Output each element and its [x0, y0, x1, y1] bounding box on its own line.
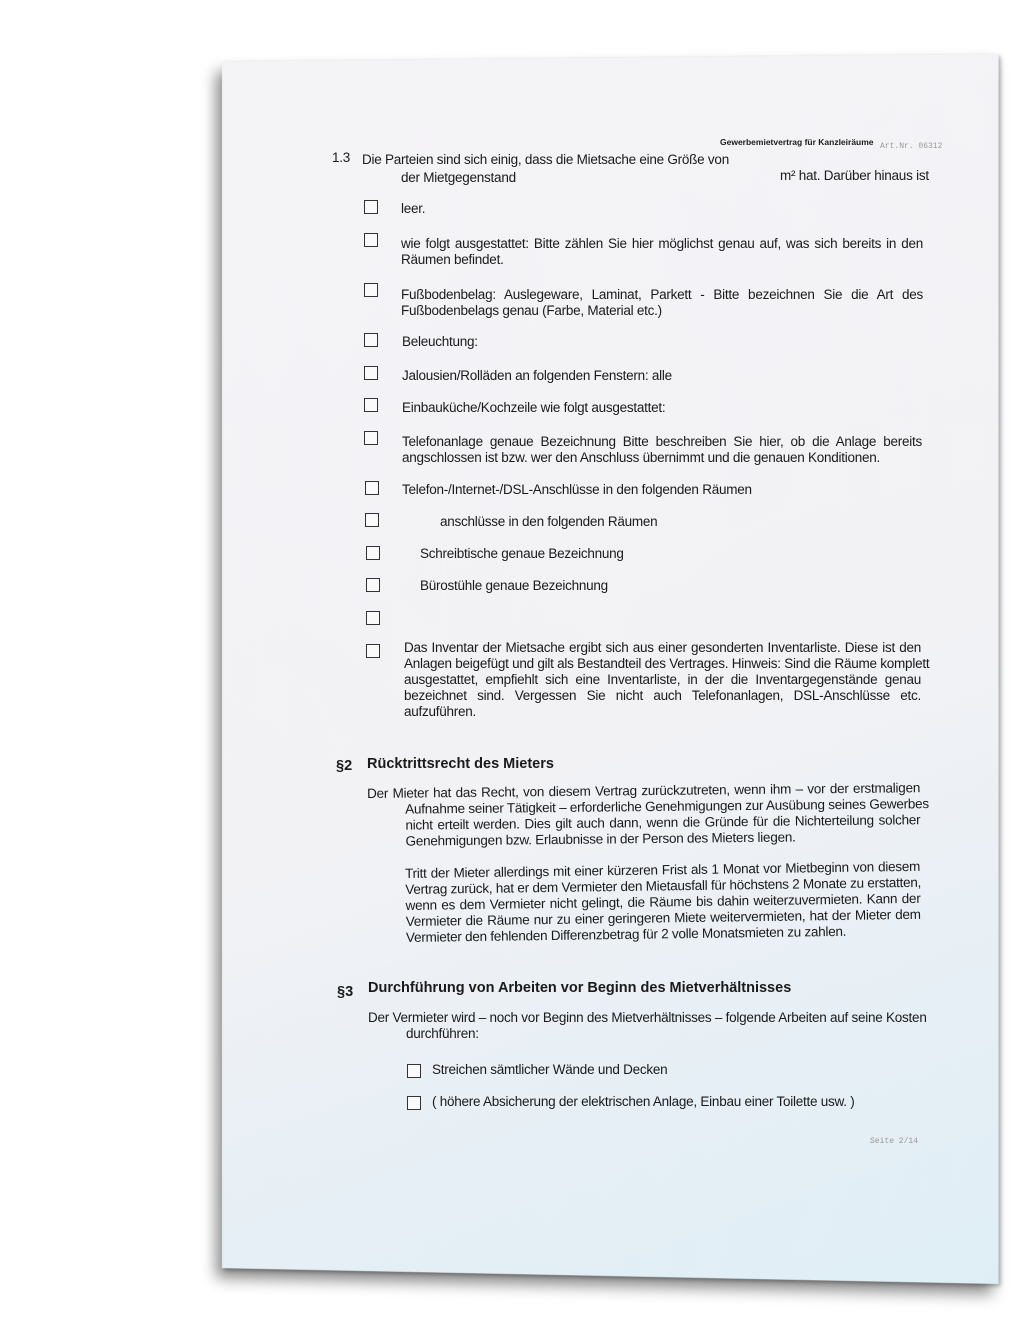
checklist-item: wie folgt ausgestattet: Bitte zählen Sie hier möglichst genau auf, was sich bereits in den — [401, 236, 923, 251]
document-header-title: Gewerbemietvertrag für Kanzleiräume — [720, 137, 874, 147]
checkbox[interactable] — [364, 233, 378, 247]
checklist-item: Fußbodenbelag: Auslegeware, Laminat, Parkett - Bitte bezeichnen Sie die Art des — [401, 287, 923, 302]
checklist-item: Jalousien/Rolläden an folgenden Fenstern: alle — [402, 368, 672, 383]
section-2-number: §2 — [336, 758, 353, 774]
section-3-title: Durchführung von Arbeiten vor Beginn des Mietverhältnisses — [368, 980, 792, 996]
checklist-item-block — [401, 236, 923, 268]
checkbox[interactable] — [366, 611, 380, 625]
checkbox[interactable] — [366, 546, 380, 560]
checklist-item-cont: angschlossen ist bzw. wer den Anschluss übernimmt und die genauen Konditionen. — [402, 450, 881, 465]
checkbox[interactable] — [366, 644, 380, 658]
checkbox[interactable] — [364, 200, 378, 214]
checklist-item: Bürostühle genaue Bezeichnung — [420, 578, 608, 593]
checklist-item: anschlüsse in den folgenden Räumen — [440, 514, 658, 529]
section-3-paragraph — [368, 1010, 927, 1042]
section-2-paragraph-1 — [367, 780, 929, 850]
checkbox[interactable] — [364, 431, 378, 445]
paragraph-line: Vermieter den fehlenden Differenzbetrag für 2 volle Monatsmieten zu zahlen. — [405, 923, 847, 945]
checkbox[interactable] — [364, 366, 378, 380]
checklist-item: Telefon-/Internet-/DSL-Anschlüsse in den folgenden Räumen — [402, 482, 752, 497]
paragraph-line: wenn es dem Vermieter nicht gelingt, die Räume bis dahin weiterzuvermieten. Kann der — [405, 890, 921, 913]
checklist-item-cont: Räumen befindet. — [401, 252, 504, 267]
section-2-paragraph-2 — [405, 859, 921, 946]
checkbox[interactable] — [407, 1096, 421, 1110]
checklist-item: Telefonanlage genaue Bezeichnung Bitte beschreiben Sie hier, ob die Anlage bereits — [402, 434, 922, 449]
checklist-item-block — [401, 287, 923, 319]
checkbox[interactable] — [407, 1064, 421, 1078]
checklist-item-cont: Fußbodenbelags genau (Farbe, Material etc.) — [401, 303, 662, 318]
checkbox[interactable] — [366, 578, 380, 592]
paragraph-line: bezeichnet sind. Vergessen Sie nicht auch Telefonanlagen, DSL-Anschlüsse etc. — [404, 688, 921, 703]
checkbox[interactable] — [364, 398, 378, 412]
paragraph-line: Der Vermieter wird – noch vor Beginn des Mietverhältnisses – folgende Arbeiten auf seine Kosten — [368, 1010, 927, 1025]
checklist-item: Schreibtische genaue Bezeichnung — [420, 546, 624, 561]
checklist-item: Beleuchtung: — [402, 334, 478, 349]
section-1-3-unit: m² hat. Darüber hinaus ist — [780, 168, 929, 183]
paragraph-line: Anlagen beigefügt und gilt als Bestandteil des Vertrages. Hinweis: Sind die Räume komplett — [404, 656, 930, 671]
checklist-item: Einbauküche/Kochzeile wie folgt ausgestattet: — [402, 400, 666, 415]
section-3-number: §3 — [337, 984, 354, 1000]
paragraph-line: durchführen: — [406, 1026, 479, 1041]
checkbox[interactable] — [364, 333, 378, 347]
page-number: Seite 2/14 — [870, 1137, 919, 1146]
section-1-3-text: Die Parteien sind sich einig, dass die Mietsache eine Größe von — [362, 152, 729, 167]
paragraph-line: Genehmigungen bzw. Erlaubnisse in der Person des Mieters liegen. — [405, 829, 796, 849]
section-2-title: Rücktrittsrecht des Mieters — [367, 756, 554, 772]
paragraph-line: Vertrag zurück, hat er dem Vermieter den Mietausfall für höchstens 2 Monate zu erstatten, — [405, 874, 922, 897]
inventory-paragraph — [404, 640, 930, 720]
work-item: ( höhere Absicherung der elektrischen Anlage, Einbau einer Toilette usw. ) — [432, 1094, 855, 1109]
paragraph-line: Vermieter die Räume nur zu einer geringeren Miete weitervermieten, hat der Mieter dem — [405, 906, 921, 929]
paragraph-line: Der Mieter hat das Recht, von diesem Vertrag zurückzutreten, wenn ihm – vor der erstmaligen — [367, 780, 921, 801]
paragraph-line: Tritt der Mieter allerdings mit einer kürzeren Frist als 1 Monat vor Mietbeginn von diesem — [405, 858, 921, 881]
paragraph-line: Das Inventar der Mietsache ergibt sich aus einer gesonderten Inventarliste. Diese ist den — [404, 640, 921, 655]
paragraph-line: aufzuführen. — [404, 704, 477, 719]
paragraph-line: Aufnahme seiner Tätigkeit – erforderliche Genehmigungen zur Ausübung seines Gewerbes — [405, 796, 929, 817]
checkbox[interactable] — [365, 513, 379, 527]
checkbox[interactable] — [365, 481, 379, 495]
paragraph-line: nicht erteilt werden. Dies gilt auch dann, wenn die Gründe für die Nichterteilung solcher — [405, 812, 921, 833]
checklist-item: leer. — [401, 201, 426, 216]
checklist-item-block — [402, 434, 922, 466]
paragraph-line: ausgestattet, empfiehlt sich eine Inventarliste, in der die Inventargegenstände genau — [404, 672, 921, 687]
checkbox[interactable] — [364, 283, 378, 297]
section-1-3-text-2: der Mietgegenstand — [401, 170, 516, 185]
article-number: Art.Nr. 06312 — [880, 142, 943, 151]
work-item: Streichen sämtlicher Wände und Decken — [432, 1062, 668, 1077]
section-number: 1.3 — [332, 150, 351, 165]
